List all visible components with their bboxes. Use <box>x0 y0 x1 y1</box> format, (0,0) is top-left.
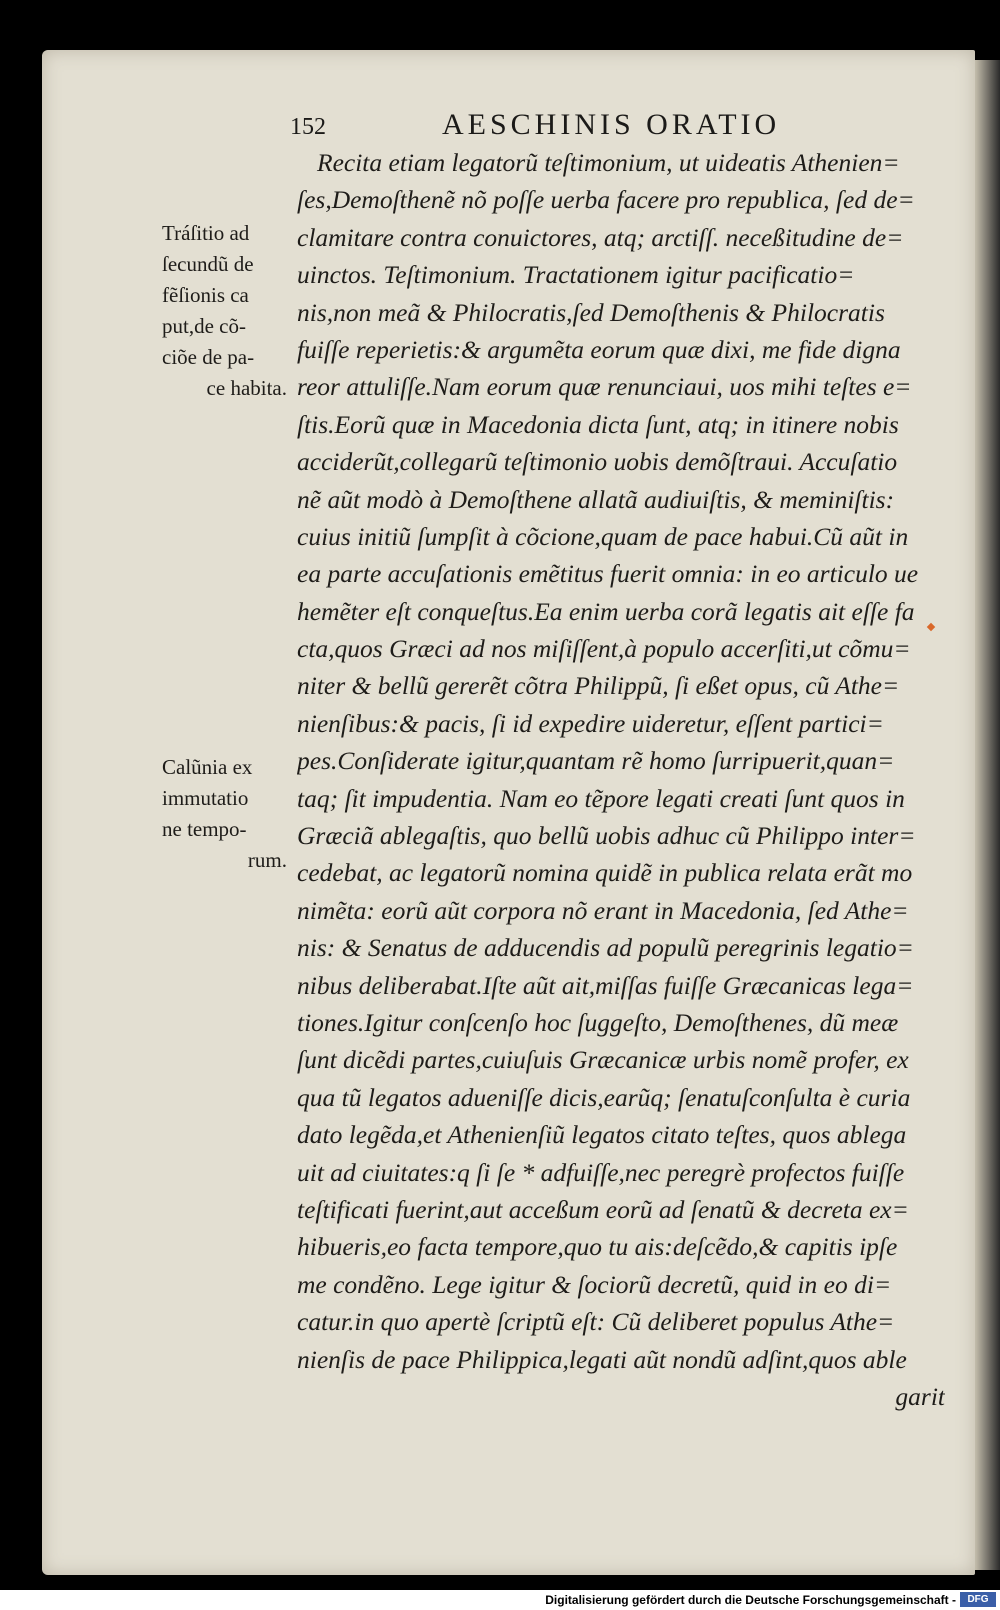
text-line: qua tũ legatos adueniſſe dicis,earũq; ſenatuſconſulta è curia <box>297 1082 911 1112</box>
main-text-block <box>297 144 945 1415</box>
text-line: nimẽta: eorũ aũt corpora nõ erant in Macedonia, ſed Athe= <box>297 895 909 925</box>
margin-note-line: ſecundũ de <box>162 252 254 276</box>
text-line: cedebat, ac legatorũ nomina quidẽ in publica relata erãt mo <box>297 858 913 888</box>
text-line: ea parte accuſationis emẽtitus fuerit omnia: in eo articulo ue <box>297 559 919 589</box>
text-line: nis,non meã & Philocratis,ſed Demoſthenis & Philocratis <box>297 297 885 327</box>
catchword: garit <box>895 1381 945 1411</box>
text-line: ſtis.Eorũ quæ in Macedonia dicta ſunt, atq; in itinere nobis <box>297 409 899 439</box>
text-line: pes.Conſiderate igitur,quantam rẽ homo ſurripuerit,quan= <box>297 746 895 776</box>
text-line: hibueris,eo facta tempore,quo tu ais:deſcẽdo,& capitis ipſe <box>297 1232 898 1262</box>
text-line: nienſibus:& pacis, ſi id expedire uideretur, eſſent partici= <box>297 708 884 738</box>
text-line: uit ad ciuitates:q ſi ſe * adfuiſſe,nec peregrè profectos fuiſſe <box>297 1157 905 1187</box>
page-header <box>290 108 810 148</box>
text-line: nienſis de pace Philippica,legati aũt nondũ adſint,quos able <box>297 1344 907 1374</box>
margin-note-line: fẽſionis ca <box>162 283 249 307</box>
digitization-credit: Digitalisierung gefördert durch die Deutsche Forschungsgemeinschaft - <box>545 1593 956 1607</box>
text-line: niter & bellũ gererẽt cõtra Philippũ, ſi eßet opus, cũ Athe= <box>297 671 900 701</box>
text-line: dato legẽda,et Athenienſiũ legatos citato teſtes, quos ablega <box>297 1120 907 1150</box>
text-line: fuiſſe reperietis:& argumẽta eorum quæ dixi, me fide digna <box>297 334 901 364</box>
text-line: nibus deliberabat.Iſte aũt ait,miſſas fuiſſe Græcanicas lega= <box>297 970 914 1000</box>
text-line: cta,quos Græci ad nos miſiſſent,à populo accerſiti,ut cõmu= <box>297 634 911 664</box>
text-line: uinctos. Teſtimonium. Tractationem igitur pacificatio= <box>297 260 855 290</box>
text-line: ſunt dicẽdi partes,cuiuſuis Græcanicæ urbis nomẽ profer, ex <box>297 1045 909 1075</box>
margin-note-calumny <box>162 752 287 876</box>
text-line: reor attuliſſe.Nam eorum quæ renunciaui, uos mihi teſtes e= <box>297 372 912 402</box>
margin-note-line: Calũnia ex <box>162 755 253 779</box>
text-line: ſes,Demoſthenẽ nõ poſſe uerba facere pro republica, ſed de= <box>297 185 915 215</box>
margin-note-transition <box>162 218 287 404</box>
text-line: cuius initiũ ſumpſit à cõcione,quam de pace habui.Cũ aũt in <box>297 521 909 551</box>
margin-note-line: ciõe de pa- <box>162 345 255 369</box>
margin-note-line: put,de cõ- <box>162 314 246 338</box>
dfg-logo: DFG <box>960 1592 996 1607</box>
text-line: me condẽno. Lege igitur & ſociorũ decretũ, quid in eo di= <box>297 1269 892 1299</box>
page-number: 152 <box>290 114 326 140</box>
margin-note-line: rum. <box>247 848 287 872</box>
margin-note-line: immutatio <box>162 786 249 810</box>
margin-note-line: Tráſitio ad <box>162 221 250 245</box>
text-line: hemẽter eſt conqueſtus.Ea enim uerba corã legatis ait eſſe fa <box>297 596 915 626</box>
text-line: teſtificati fuerint,aut acceßum eorũ ad ſenatũ & decreta ex= <box>297 1194 909 1224</box>
text-line: taq; ſit impudentia. Nam eo tẽpore legati creati ſunt quos in <box>297 783 905 813</box>
margin-note-line: ce habita. <box>206 376 287 400</box>
margin-note-line: ne tempo- <box>162 817 247 841</box>
text-line: tiones.Igitur conſcenſo hoc ſuggeſto, Demoſthenes, dũ meæ <box>297 1007 899 1037</box>
text-line: Græciã ablegaſtis, quo bellũ uobis adhuc cũ Philippo inter= <box>297 821 916 851</box>
text-line: catur.in quo apertè ſcriptũ eſt: Cũ deliberet populus Athe= <box>297 1307 895 1337</box>
running-title: AESCHINIS ORATIO <box>442 108 781 141</box>
text-line: clamitare contra conuictores, atq; arctiſſ. neceßitudine de= <box>297 222 904 252</box>
text-line: Recita etiam legatorũ teſtimonium, ut uideatis Athenien= <box>317 148 900 177</box>
text-line: nẽ aũt modò à Demoſthene allatã audiuiſtis, & meminiſtis: <box>297 484 895 514</box>
text-line: nis: & Senatus de adducendis ad populũ peregrinis legatio= <box>297 933 914 963</box>
text-line: acciderũt,collegarũ teſtimonio uobis demõſtraui. Accuſatio <box>297 447 898 477</box>
